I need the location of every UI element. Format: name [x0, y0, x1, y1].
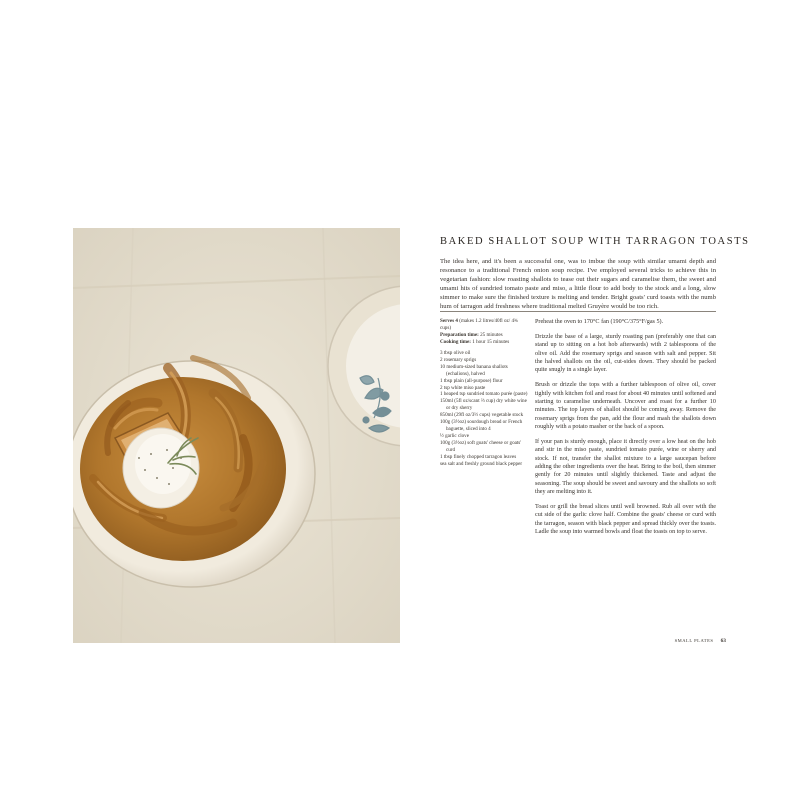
method-step: Preheat the oven to 170°C fan (190°C/375°F/gas 5).	[535, 319, 664, 325]
method-step: Drizzle the base of a large, sturdy roasting pan (preferably one that can stand up to sitting on a hot hob afterwards) with 2 tablespoons of the olive oil. Add the rosemary sprigs and season with salt and pepper. Sit the halved shallots on the oil, cut-sides down. They should be packed quite snugly in a single layer.	[535, 333, 716, 374]
ingredient-item: 100g (3½oz) soft goats' cheese or goats' curd	[440, 439, 522, 453]
ingredient-item: 850ml (29fl oz/3½ cups) vegetable stock	[440, 412, 524, 419]
method-step: Brush or drizzle the tops with a further tablespoon of olive oil, cover tightly with kitchen foil and roast for about 40 minutes until softened and starting to caramelise underneath. Uncover and roast for a further 10 minutes. The top layers of shallot should be coming away. Remove the rosemary sprigs from the pan, add the flour and mash the shallots down roughly with a potato masher or the back of a spoon.	[535, 382, 716, 430]
ingredients-list	[440, 350, 530, 467]
ingredient-item: 1 tbsp finely chopped tarragon leaves	[440, 453, 517, 460]
ingredient-item: 150ml (5fl oz/scant ⅔ cup) dry white wine or dry sherry	[440, 398, 527, 412]
prep-time-value: 25 minutes	[480, 331, 503, 338]
recipe-photo	[73, 228, 400, 643]
page-number: 63	[720, 638, 726, 644]
section-name: SMALL PLATES	[674, 638, 714, 643]
method-step: Toast or grill the bread slices until well browned. Rub all over with the cut side of the garlic clove half. Combine the goats' cheese or curd with the tarragon, season with black pepper and spread thickly over the toasts. Ladle the soup into warmed bowls and float the toasts on top to serve.	[535, 503, 716, 535]
cook-time-value: 1 hour 15 minutes	[472, 338, 510, 345]
page-footer	[640, 638, 726, 644]
ingredient-item: 100g (3½oz) sourdough bread or French baguette, sliced into 4	[440, 419, 523, 432]
ingredient-item: sea salt and freshly ground black pepper	[440, 460, 523, 467]
ingredient-item: 1 tbsp plain (all-purpose) flour	[440, 377, 503, 384]
method-steps	[535, 318, 716, 543]
prep-time-line	[440, 332, 528, 339]
serves-value: (makes 1.2 litres/40fl oz/ 4¾ cups)	[440, 318, 518, 331]
recipe-intro: The idea here, and it's been a successful one, was to imbue the soup with similar umami depth and resonance to a traditional French onion soup recipe. I've employed several tricks to achieve this in vegetarian fashion: slow roasting shallots to tease out their sugars and caramelise them, the sweet and umami hits of sundried tomato paste and miso, a little flour to add body to the stock and a long, slow simmer to make sure the finished texture is melting and tender. Bright goats' curd toasts with the numb hum of tarragon add freshness where traditional melted Gruyère would be too rich.	[440, 258, 716, 311]
ingredient-item: 1 heaped tsp sundried tomato purée (paste)	[440, 391, 528, 398]
ingredient-item: 2 rosemary sprigs	[440, 356, 477, 363]
prep-time-label: Preparation time:	[440, 331, 479, 338]
divider-rule	[440, 311, 716, 312]
method-step: If your pan is sturdy enough, place it directly over a low heat on the hob and stir in the miso paste, sundried tomato purée, wine or sherry and stock. If not, transfer the shallot mixture to a large saucepan before adding the other ingredients over the heat. Bring to the boil, then simmer gently for 20 minutes until slightly thickened. Taste and adjust the seasoning. The soup should be sweet and savoury and the shallots so soft they are melting into it.	[535, 438, 716, 495]
serves-label: Serves 4	[440, 318, 458, 324]
recipe-title: BAKED SHALLOT SOUP WITH TARRAGON TOASTS	[440, 236, 750, 247]
recipe-meta	[440, 318, 528, 346]
ingredient-item: 10 medium-sized banana shallots (echalions), halved	[440, 363, 508, 377]
serves-line	[440, 318, 528, 332]
ingredient-item: ½ garlic clove	[440, 432, 469, 439]
ingredient-item: 3 tbsp olive oil	[440, 350, 471, 356]
cook-time-line	[440, 339, 528, 346]
ingredient-item: 2 tsp white miso paste	[440, 384, 486, 391]
cook-time-label: Cooking time:	[440, 338, 471, 345]
